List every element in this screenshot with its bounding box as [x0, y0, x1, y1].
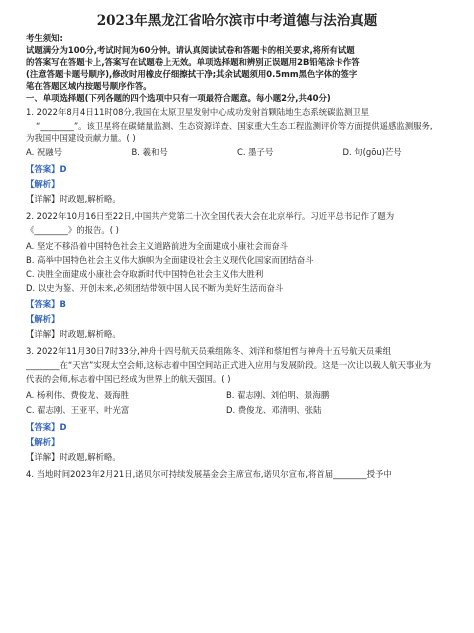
question-1-text: 为我国中国建设贡献力量。( ) — [26, 133, 136, 143]
answer-label: 【答案】B — [26, 299, 66, 309]
option-c: C. 翟志刚、王亚平、叶光富 — [26, 405, 130, 415]
option-b: B. 翟志刚、刘伯明、景海鹏 — [226, 390, 330, 400]
question-1-text: 1. 2022年8月4日11时08分,我国在太原卫星发射中心成功发射首颗陆地生态系统碳监测卫星 — [26, 107, 369, 117]
notice-line: (注意答题卡题号顺序),修改时用橡皮仔细擦拭干净;其余试题须用0.5mm黑色字体的签字 — [26, 69, 358, 79]
option-a: A. 杨利伟、费俊龙、聂海胜 — [26, 390, 130, 400]
option-d: D. 以史为鉴、开创未来,必须团结带领中国人民不断为美好生活而奋斗 — [26, 283, 284, 293]
question-2-text: 2. 2022年10月16日至22日,中国共产党第二十次全国代表大会在北京举行。习近平总书记作了题为 — [26, 211, 395, 221]
notice-line: 的答案写在答题卡上,答案写在试题卷上无效。单项选择题和辨别正误题用2B铅笔涂卡作答 — [26, 57, 360, 67]
question-3-options-row — [26, 389, 448, 402]
analysis-label: 【解析】 — [26, 314, 60, 324]
analysis-label: 【解析】 — [26, 437, 60, 447]
question-4-text: 4. 当地时间2023年2月21日,诺贝尔可持续发展基金会主席宣布,诺贝尔宣布,将首届________授予中 — [26, 469, 392, 479]
option-c: C. 决胜全面建成小康社会夺取新时代中国特色社会主义伟大胜利 — [26, 269, 264, 279]
section-heading: 一、单项选择题(下列各题的四个选项中只有一项最符合题意。每小题2分,共40分) — [26, 93, 331, 103]
notice-line: 试题满分为100分,考试时间为60分钟。请认真阅读试卷和答题卡的相关要求,将所有试题 — [26, 45, 355, 55]
notice-line: 笔在答题区域内按题号顺序作答。 — [26, 81, 152, 91]
option-b: B. 羲和号 — [131, 147, 168, 157]
question-2-text: 《________》的报告。( ) — [26, 225, 119, 235]
option-a: A. 祝融号 — [26, 147, 63, 157]
detail-text: 【详解】时政题,解析略。 — [26, 452, 121, 462]
question-1-text: “________”。该卫星将在碳储量监测、生态资源详查、国家重大生态工程监测评价等方面提供遥感监测服务, — [36, 121, 433, 131]
question-1-options — [26, 146, 448, 159]
option-c: C. 墨子号 — [237, 147, 274, 157]
question-3-text: ________在“天宫”实现太空会师,这标志着中国空间站正式进入应用与发展阶段。这是一次让以载人航天事业为 — [26, 360, 431, 370]
notice-heading: 考生须知: — [26, 33, 63, 43]
question-3-text: 3. 2022年11月30日7时33分,神舟十四号航天员乘组陈冬、刘洋和蔡旭哲与神舟十五号航天员乘组 — [26, 346, 392, 356]
option-b: B. 高举中国特色社会主义伟大旗帜为全面建设社会主义现代化国家而团结奋斗 — [26, 255, 314, 265]
question-3-text: 代表的会师,标志着中国已经成为世界上的航天强国。( ) — [26, 374, 231, 384]
exam-title: 2023年黑龙江省哈尔滨市中考道德与法治真题 — [96, 13, 378, 29]
option-d: D. 句(gōu)芒号 — [342, 147, 402, 157]
detail-text: 【详解】时政题,解析略。 — [26, 194, 121, 204]
option-d: D. 费俊龙、邓清明、张陆 — [226, 405, 322, 415]
answer-label: 【答案】D — [26, 422, 67, 432]
answer-label: 【答案】D — [26, 164, 67, 174]
document-page — [0, 10, 474, 633]
detail-text: 【详解】时政题,解析略。 — [26, 329, 121, 339]
option-a: A. 坚定不移沿着中国特色社会主义道路前进为全面建成小康社会而奋斗 — [26, 241, 289, 251]
analysis-label: 【解析】 — [26, 179, 60, 189]
question-3-options-row — [26, 404, 448, 417]
